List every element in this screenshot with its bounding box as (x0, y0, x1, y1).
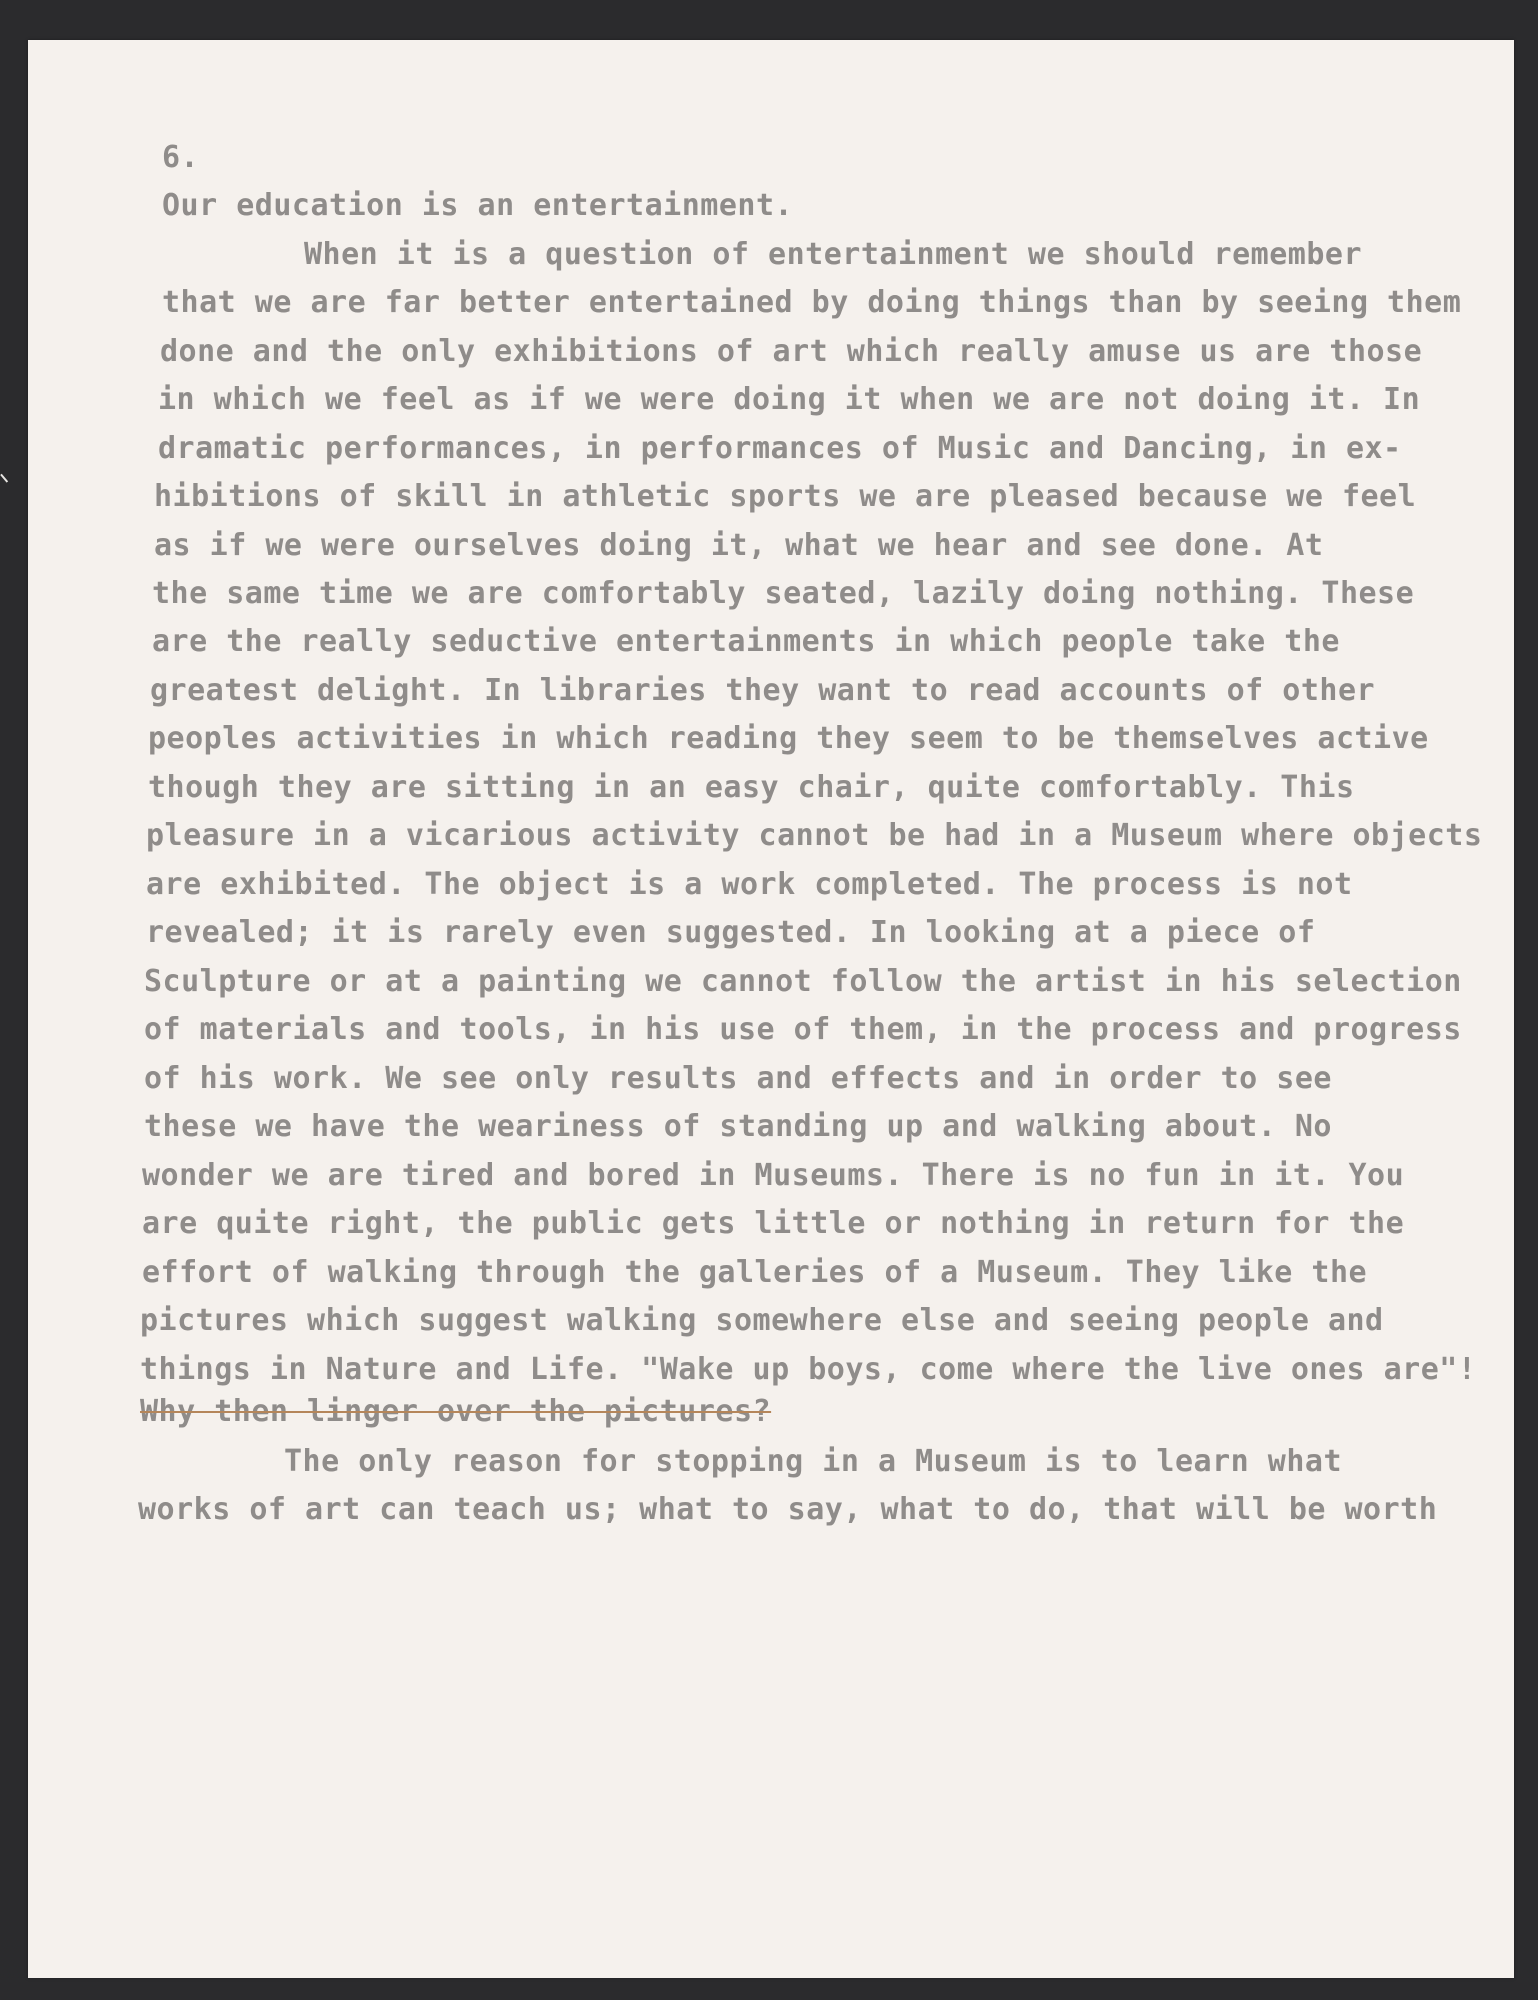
page-number: 6. (162, 140, 200, 175)
text-line: pictures which suggest walking somewhere else and seeing people and (140, 1303, 1384, 1338)
struck-through-line: Why then linger over the pictures? (140, 1394, 772, 1429)
text-line: are exhibited. The object is a work completed. The process is not (146, 867, 1353, 902)
text-line: hibitions of skill in athletic sports we are pleased because we feel (154, 479, 1417, 514)
text-line: Our education is an entertainment. (162, 188, 794, 223)
text-line: done and the only exhibitions of art which really amuse us are those (160, 334, 1423, 369)
text-line: are the really seductive entertainments in which people take the (152, 624, 1340, 659)
text-line: greatest delight. In libraries they want to read accounts of other (150, 673, 1376, 708)
text-line: of materials and tools, in his use of them, in the process and progress (144, 1012, 1462, 1047)
text-line: the same time we are comfortably seated, lazily doing nothing. These (152, 576, 1415, 611)
text-line: revealed; it is rarely even suggested. In looking at a piece of (146, 915, 1316, 950)
text-line: peoples activities in which reading they seem to be themselves active (148, 721, 1429, 756)
text-line: though they are sitting in an easy chair, quite comfortably. This (148, 770, 1355, 805)
text-line: The only reason for stopping in a Museum is to learn what (284, 1444, 1343, 1479)
text-line: things in Nature and Life. "Wake up boys, come where the live ones are"! (140, 1352, 1477, 1387)
text-line: that we are far better entertained by doing things than by seeing them (162, 285, 1462, 320)
typed-page (28, 40, 1514, 1978)
text-line: Sculpture or at a painting we cannot follow the artist in his selection (144, 964, 1462, 999)
scan-edge-mark (0, 467, 16, 482)
text-line: works of art can teach us; what to say, what to do, that will be worth (138, 1492, 1438, 1527)
text-line: pleasure in a vicarious activity cannot be had in a Museum where objects (146, 818, 1483, 853)
text-line: in which we feel as if we were doing it when we are not doing it. In (158, 382, 1421, 417)
text-line: When it is a question of entertainment we should remember (304, 237, 1363, 272)
text-line: effort of walking through the galleries of a Museum. They like the (142, 1255, 1368, 1290)
text-line: these we have the weariness of standing up and walking about. No (144, 1109, 1332, 1144)
text-line: of his work. We see only results and effects and in order to see (144, 1061, 1332, 1096)
text-line: wonder we are tired and bored in Museums. There is no fun in it. You (142, 1158, 1405, 1193)
text-line: are quite right, the public gets little or nothing in return for the (142, 1206, 1405, 1241)
text-line: dramatic performances, in performances of Music and Dancing, in ex- (158, 431, 1402, 466)
text-line: as if we were ourselves doing it, what we hear and see done. At (154, 528, 1324, 563)
